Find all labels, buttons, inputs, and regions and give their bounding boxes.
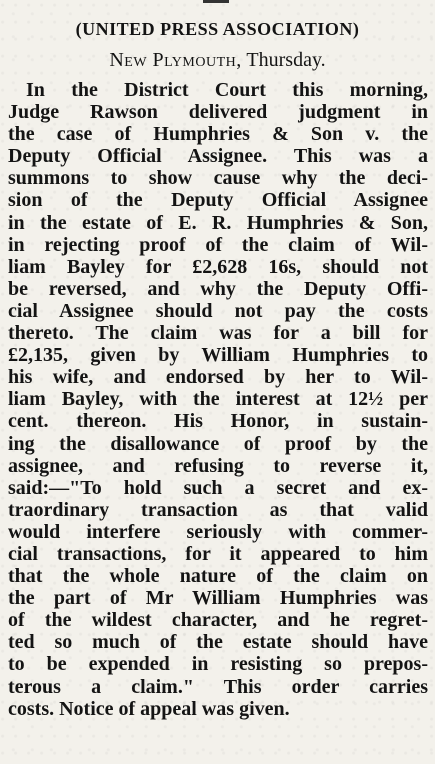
column-rule	[203, 0, 229, 3]
article-line: summons to show cause why the deci-	[8, 167, 428, 190]
article-line: the case of Humphries & Son v. the	[8, 123, 428, 146]
article-line: ted so much of the estate should have	[8, 631, 428, 654]
article-line: the part of Mr William Humphries was	[8, 587, 428, 610]
article-line: that the whole nature of the claim on	[8, 565, 428, 588]
article-body	[8, 79, 428, 720]
dateline-day: Thursday.	[246, 49, 326, 71]
article-line: liam Bayley for £2,628 16s, should not	[8, 255, 428, 278]
article-line: in rejecting proof of the claim of Wil-	[8, 233, 428, 256]
article-line: his wife, and endorsed by her to Wil-	[8, 366, 428, 389]
article-line: liam Bayley, with the interest at 12½ per	[8, 388, 428, 411]
article-line: of the wildest character, and he regret-	[8, 609, 428, 632]
article-line: cial transactions, for it appeared to him	[8, 542, 428, 565]
article-line: Deputy Official Assignee. This was a	[8, 145, 428, 168]
article-line: £2,135, given by William Humphries to	[8, 344, 428, 367]
article-line: cent. thereon. His Honor, in sustain-	[8, 410, 428, 433]
article-line: traordinary transaction as that valid	[8, 498, 428, 521]
article-line: ing the disallowance of proof by the	[8, 432, 428, 455]
article-line: sion of the Deputy Official Assignee	[8, 189, 428, 212]
article-line: cial Assignee should not pay the costs	[8, 299, 428, 322]
article-line: costs. Notice of appeal was given.	[8, 697, 290, 720]
article-line: thereto. The claim was for a bill for	[8, 322, 428, 345]
article-line: assignee, and refusing to reverse it,	[8, 454, 428, 477]
article-line: in the estate of E. R. Humphries & Son,	[8, 211, 428, 234]
dateline	[0, 47, 435, 73]
article-line: to be expended in resisting so prepos-	[8, 653, 428, 676]
dateline-place: New Plymouth,	[109, 49, 242, 71]
agency-credit: (UNITED PRESS ASSOCIATION)	[75, 19, 360, 39]
article-line: In the District Court this morning,	[26, 79, 428, 101]
article-line: Judge Rawson delivered judgment in	[8, 101, 428, 124]
article-line: would interfere seriously with commer-	[8, 520, 428, 543]
article-line: terous a claim." This order carries	[8, 675, 428, 698]
article-line: said:—"To hold such a secret and ex-	[8, 476, 428, 499]
article-line: be reversed, and why the Deputy Offi-	[8, 277, 428, 300]
